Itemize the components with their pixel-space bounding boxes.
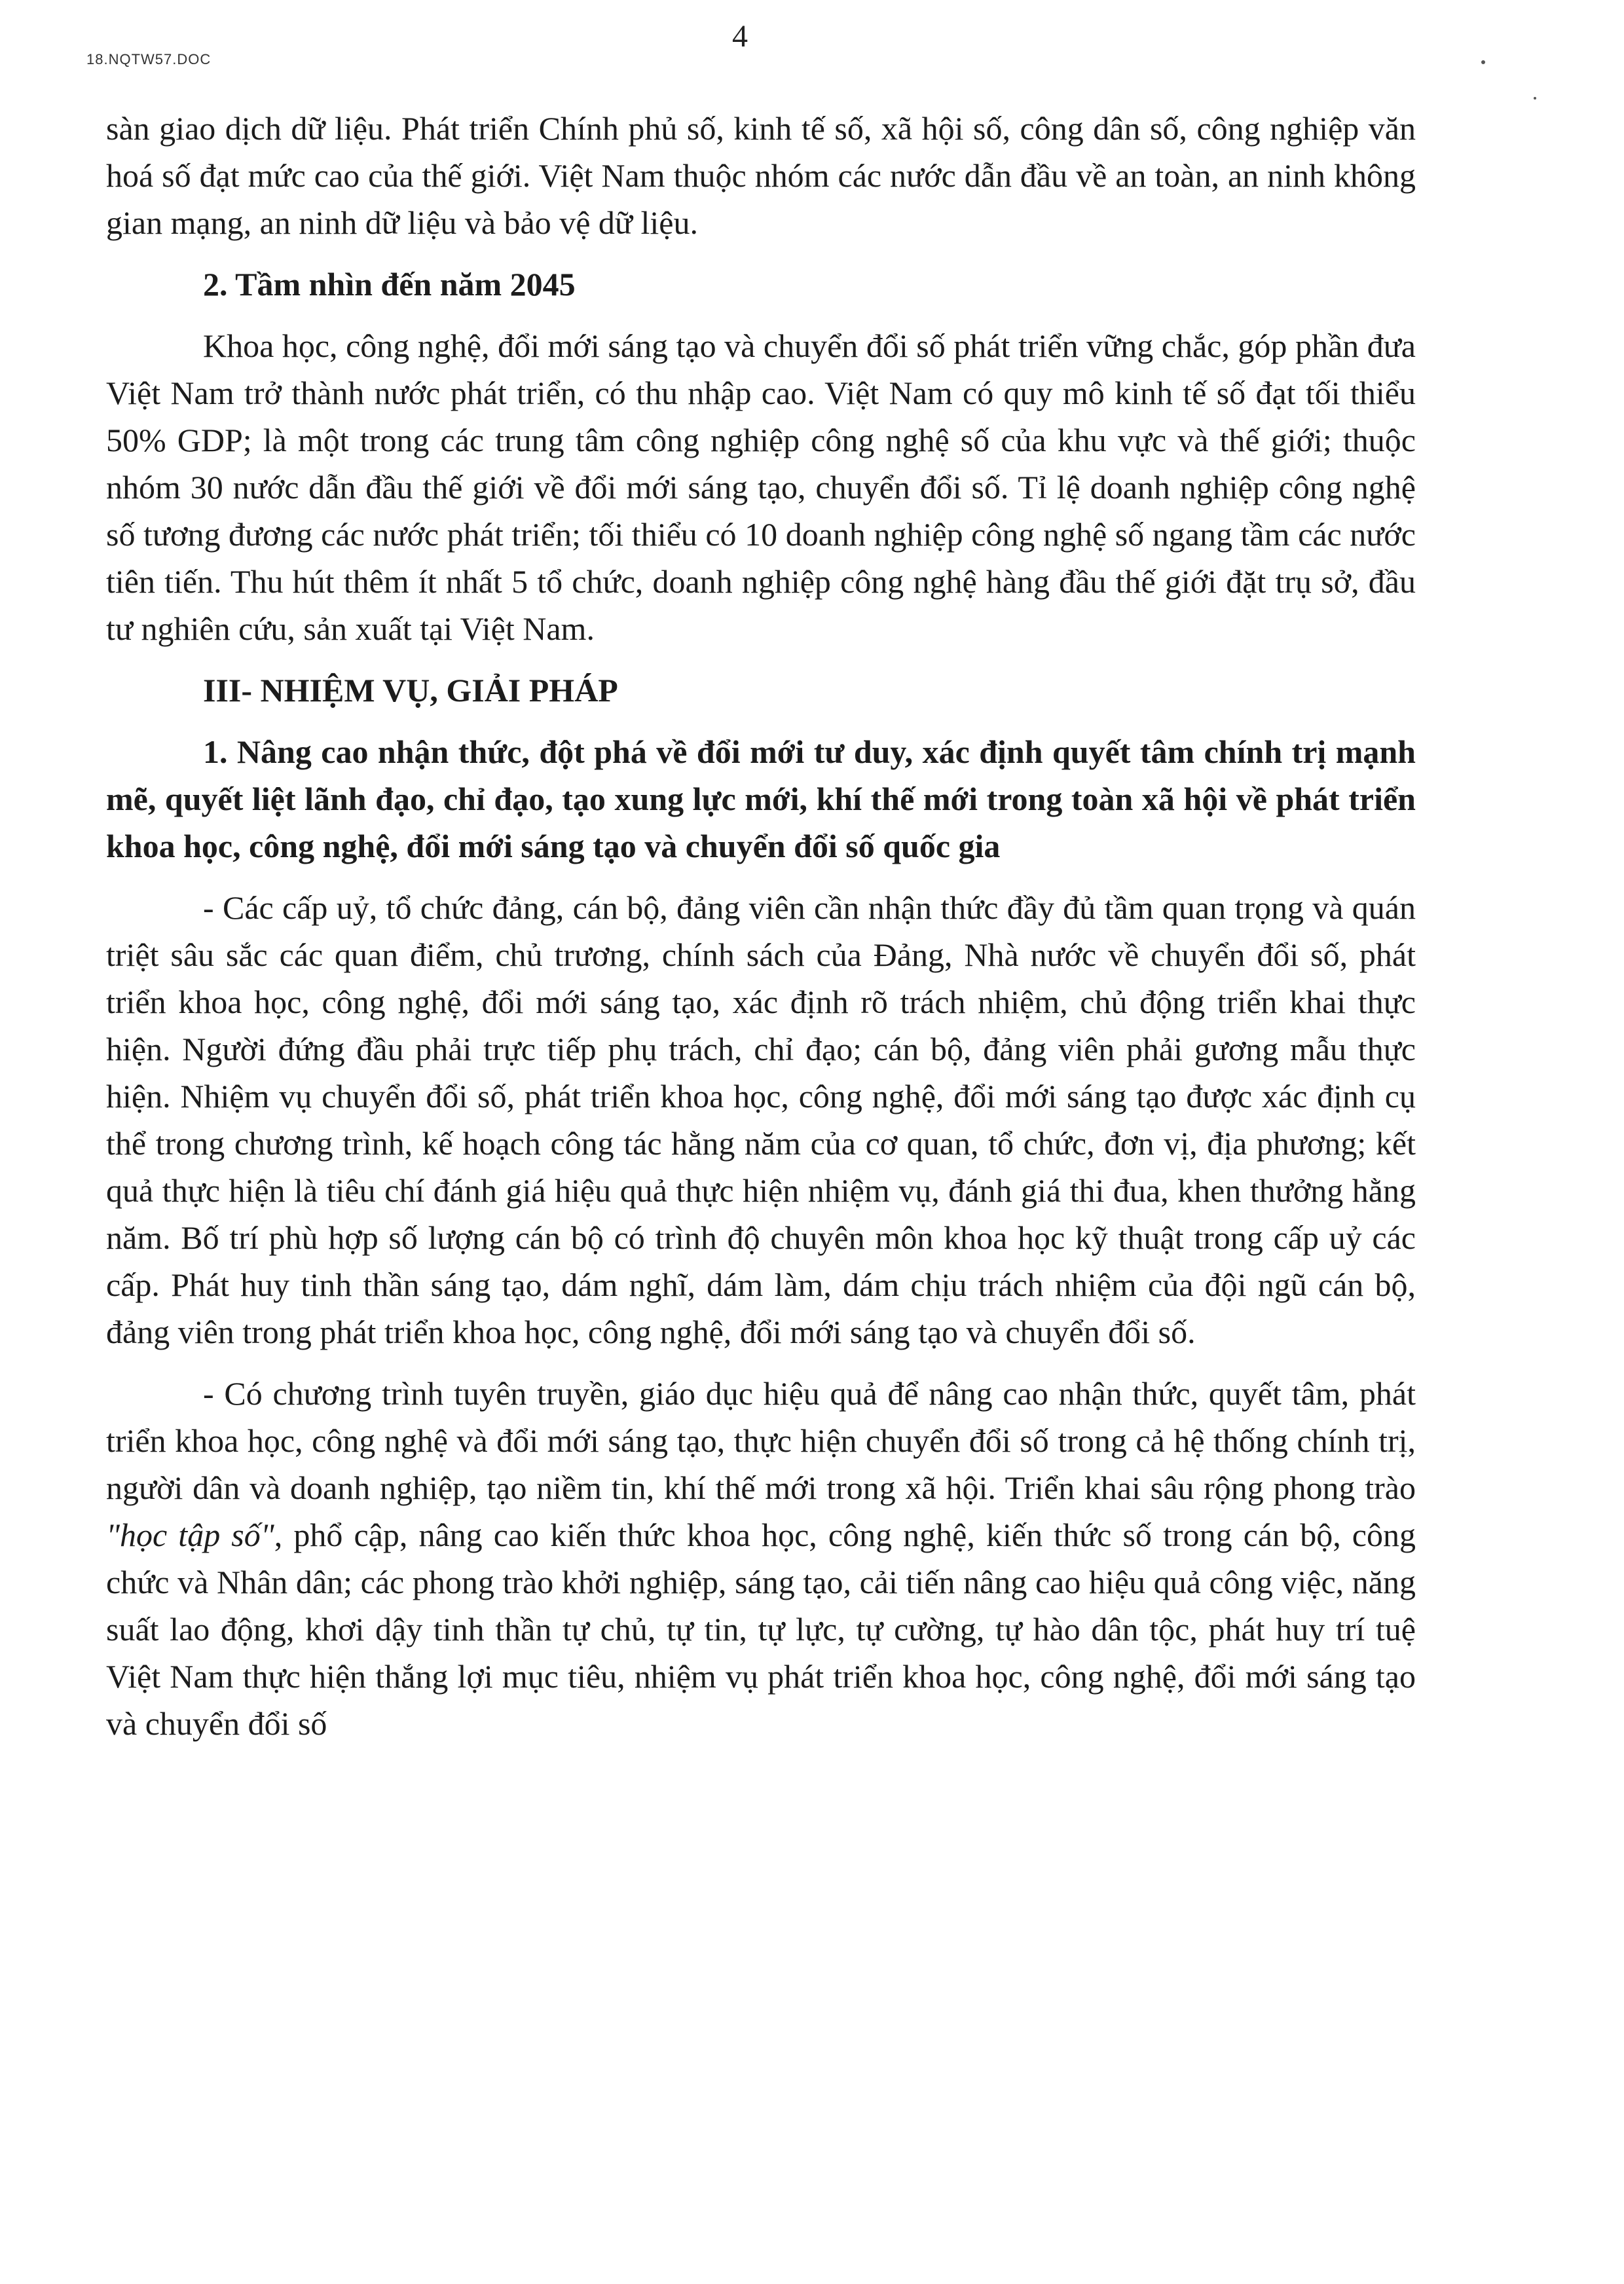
scan-speck <box>1534 97 1536 100</box>
paragraph-task-1-b-end: , phổ cập, nâng cao kiến thức khoa học, công nghệ, kiến thức số trong cán bộ, công chức và Nhân dân; các phong trào khởi nghiệp, sáng tạo, cải tiến nâng cao hiệu quả công việc, năng suất lao động, khơi dậy tinh thần tự chủ, tự tin, tự lực, tự cường, tự hào dân tộc, phát huy trí tuệ Việt Nam thực hiện thắng lợi mục tiêu, nhiệm vụ phát triển khoa học, công nghệ, đổi mới sáng tạo và chuyển đổi số <box>106 1517 1416 1742</box>
heading-section-iii: III- NHIỆM VỤ, GIẢI PHÁP <box>203 672 618 709</box>
document-body <box>106 105 1416 1747</box>
paragraph-vision-2045: Khoa học, công nghệ, đổi mới sáng tạo và chuyển đổi số phát triển vững chắc, góp phần đưa Việt Nam trở thành nước phát triển, có thu nhập cao. Việt Nam có quy mô kinh tế số đạt tối thiểu 50% GDP; là một trong các trung tâm công nghiệp công nghệ số của khu vực và thế giới; thuộc nhóm 30 nước dẫn đầu thế giới về đổi mới sáng tạo, chuyển đổi số. Tỉ lệ doanh nghiệp công nghệ số tương đương các nước phát triển; tối thiểu có 10 doanh nghiệp công nghệ số ngang tầm các nước tiên tiến. Thu hút thêm ít nhất 5 tổ chức, doanh nghiệp công nghệ hàng đầu thế giới đặt trụ sở, đầu tư nghiên cứu, sản xuất tại Việt Nam. <box>106 327 1416 647</box>
heading-vision-2045: 2. Tầm nhìn đến năm 2045 <box>203 266 576 303</box>
page-number: 4 <box>732 19 748 54</box>
paragraph-task-1-a: - Các cấp uỷ, tổ chức đảng, cán bộ, đảng viên cần nhận thức đầy đủ tầm quan trọng và quán triệt sâu sắc các quan điểm, chủ trương, chính sách của Đảng, Nhà nước về chuyển đổi số, phát triển khoa học, công nghệ, đổi mới sáng tạo, xác định rõ trách nhiệm, chủ động triển khai thực hiện. Người đứng đầu phải trực tiếp phụ trách, chỉ đạo; cán bộ, đảng viên phải gương mẫu thực hiện. Nhiệm vụ chuyển đổi số, phát triển khoa học, công nghệ, đổi mới sáng tạo được xác định cụ thể trong chương trình, kế hoạch công tác hằng năm của cơ quan, tổ chức, đơn vị, địa phương; kết quả thực hiện là tiêu chí đánh giá hiệu quả thực hiện nhiệm vụ, đánh giá thi đua, khen thưởng hằng năm. Bố trí phù hợp số lượng cán bộ có trình độ chuyên môn khoa học kỹ thuật trong cấp uỷ các cấp. Phát huy tinh thần sáng tạo, dám nghĩ, dám làm, dám chịu trách nhiệm của đội ngũ cán bộ, đảng viên trong phát triển khoa học, công nghệ, đổi mới sáng tạo và chuyển đổi số. <box>106 889 1416 1350</box>
document-code: 18.NQTW57.DOC <box>86 51 212 67</box>
paragraph-continuation: sàn giao dịch dữ liệu. Phát triển Chính phủ số, kinh tế số, xã hội số, công dân số, công nghiệp văn hoá số đạt mức cao của thế giới. Việt Nam thuộc nhóm các nước dẫn đầu về an toàn, an ninh không gian mạng, an ninh dữ liệu và bảo vệ dữ liệu. <box>106 110 1416 241</box>
italic-phrase-hoc-tap-so: "học tập số" <box>106 1517 274 1553</box>
paragraph-task-1-b <box>106 1370 1416 1747</box>
scan-speck <box>1481 60 1485 64</box>
paragraph-task-1-b-start: - Có chương trình tuyên truyền, giáo dục hiệu quả để nâng cao nhận thức, quyết tâm, phát triển khoa học, công nghệ và đổi mới sáng tạo, thực hiện chuyển đổi số trong cả hệ thống chính trị, người dân và doanh nghiệp, tạo niềm tin, khí thế mới trong xã hội. Triển khai sâu rộng phong trào <box>106 1375 1416 1506</box>
heading-task-1: 1. Nâng cao nhận thức, đột phá về đổi mới tư duy, xác định quyết tâm chính trị mạnh mẽ, quyết liệt lãnh đạo, chỉ đạo, tạo xung lực mới, khí thế mới trong toàn xã hội về phát triển khoa học, công nghệ, đổi mới sáng tạo và chuyển đổi số quốc gia <box>106 733 1416 864</box>
